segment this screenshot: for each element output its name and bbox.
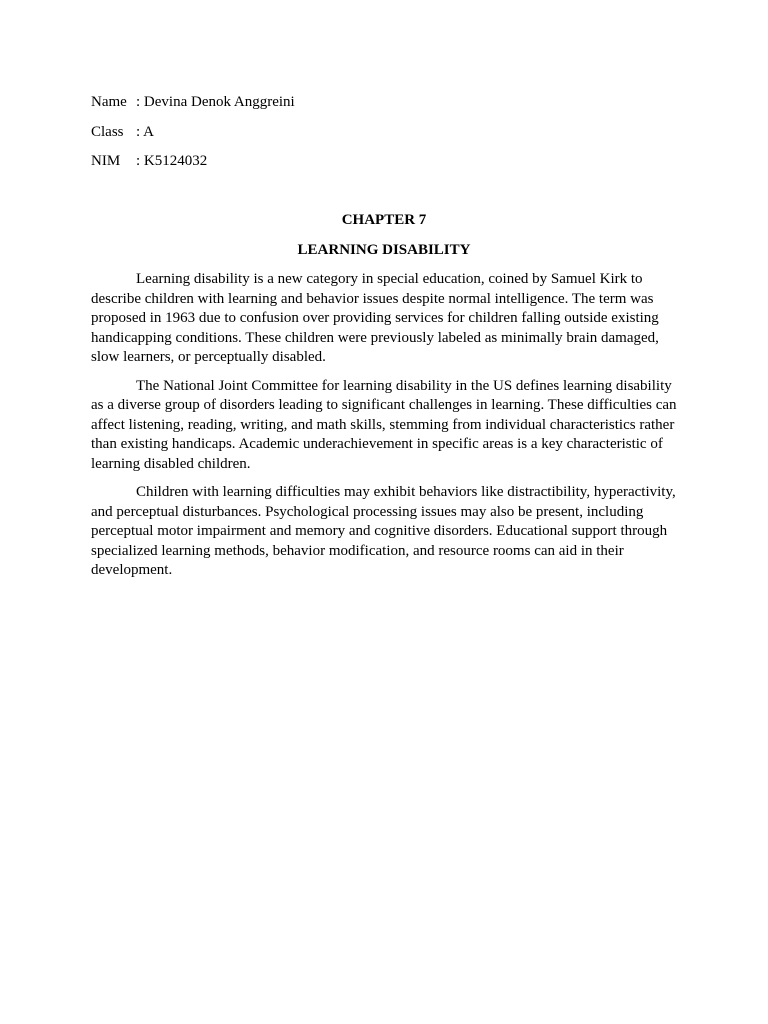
name-value: : Devina Denok Anggreini bbox=[136, 94, 295, 110]
class-value: : A bbox=[136, 123, 154, 140]
nim-row bbox=[91, 151, 295, 181]
chapter-number: CHAPTER 7 bbox=[341, 212, 427, 228]
paragraph: The National Joint Committee for learning disability in the US defines learning disability as a diverse group of disorders leading to significant challenges in learning. These difficulties can affect listening, reading, writing, and math skills, stemming from individual characteristics rather than existing handicaps. Academic underachievement in specific areas is a key characteristic of learning disabled children. bbox=[91, 377, 677, 472]
chapter-heading bbox=[91, 210, 677, 270]
chapter-body bbox=[91, 270, 677, 590]
class-label: Class bbox=[91, 123, 124, 140]
nim-label: NIM bbox=[91, 153, 121, 169]
student-info bbox=[91, 92, 295, 181]
paragraph: Children with learning difficulties may exhibit behaviors like distractibility, hyperactivity, and perceptual disturbances. Psychological processing issues may also be present, including perceptual motor impairment and memory and cognitive disorders. Educational support through specialized learning methods, behavior modification, and resource rooms can aid in their development. bbox=[91, 484, 676, 578]
nim-value: : K5124032 bbox=[136, 153, 208, 169]
name-row bbox=[91, 92, 295, 122]
paragraph: Learning disability is a new category in special education, coined by Samuel Kirk to describe children with learning and behavior issues despite normal intelligence. The term was proposed in 1963 due to confusion over providing services for children falling outside existing handicapping conditions. These children were previously labeled as minimally brain damaged, slow learners, or perceptually disabled. bbox=[91, 271, 659, 365]
class-row bbox=[91, 122, 295, 152]
chapter-title: LEARNING DISABILITY bbox=[297, 242, 471, 258]
name-label: Name bbox=[91, 94, 127, 110]
